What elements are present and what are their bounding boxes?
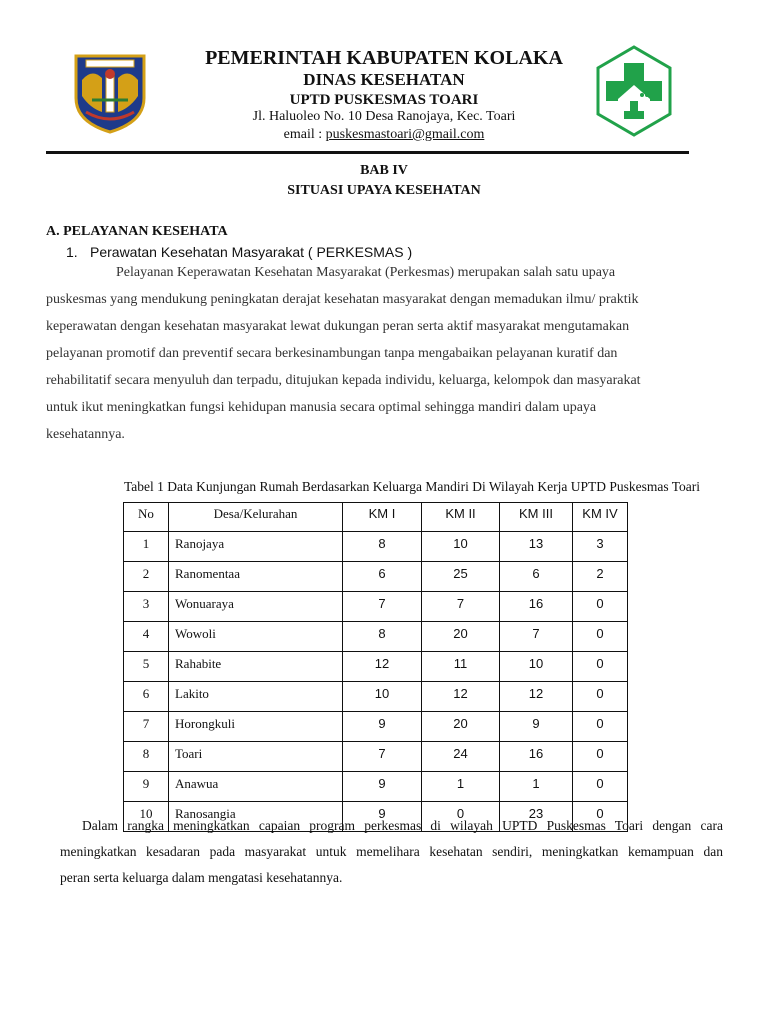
km1-cell: 9 xyxy=(343,772,422,802)
row-number-cell: 3 xyxy=(124,592,169,622)
km3-cell: 6 xyxy=(500,562,573,592)
closing-paragraph xyxy=(60,813,723,891)
village-name-cell: Wonuaraya xyxy=(169,592,343,622)
paragraph-line: keperawatan dengan kesehatan masyarakat lewat dukungan peran serta aktif masyarakat mengutamakan xyxy=(46,319,630,334)
table-row xyxy=(124,712,628,742)
row-number-cell: 8 xyxy=(124,742,169,772)
row-number-cell: 5 xyxy=(124,652,169,682)
km4-cell: 0 xyxy=(573,682,628,712)
table-row xyxy=(124,652,628,682)
chapter-title: SITUASI UPAYA KESEHATAN xyxy=(287,183,481,198)
km2-cell: 12 xyxy=(422,682,500,712)
km1-cell: 8 xyxy=(343,622,422,652)
km2-cell: 20 xyxy=(422,622,500,652)
km1-cell: 8 xyxy=(343,532,422,562)
letterhead-government: PEMERINTAH KABUPATEN KOLAKA xyxy=(205,47,563,69)
km4-cell: 0 xyxy=(573,712,628,742)
km3-cell: 9 xyxy=(500,712,573,742)
km3-cell: 16 xyxy=(500,742,573,772)
letterhead-address: Jl. Haluoleo No. 10 Desa Ranojaya, Kec. Toari xyxy=(252,109,516,124)
paragraph-line: rehabilitatif secara menyuluh dan terpadu, ditujukan kepada individu, keluarga, kelompok dan masyarakat xyxy=(46,373,641,388)
km1-cell: 9 xyxy=(343,712,422,742)
row-number-cell: 4 xyxy=(124,622,169,652)
column-header: KM I xyxy=(343,503,422,532)
table-row xyxy=(124,562,628,592)
km1-cell: 6 xyxy=(343,562,422,592)
km3-cell: 12 xyxy=(500,682,573,712)
letterhead-agency: DINAS KESEHATAN xyxy=(303,70,465,89)
paragraph-line: pelayanan promotif dan preventif secara berkesinambungan tanpa mengabaikan pelayanan kuratif dan xyxy=(46,346,618,361)
column-header: No xyxy=(124,503,169,532)
column-header: KM II xyxy=(422,503,500,532)
letterhead-unit: UPTD PUSKESMAS TOARI xyxy=(289,92,479,108)
km3-cell: 16 xyxy=(500,592,573,622)
km1-cell: 10 xyxy=(343,682,422,712)
table-row xyxy=(124,772,628,802)
chapter-number: BAB IV xyxy=(360,163,408,178)
village-name-cell: Anawua xyxy=(169,772,343,802)
km4-cell: 0 xyxy=(573,592,628,622)
puskesmas-green-cross-icon xyxy=(594,45,674,137)
paragraph-line: Pelayanan Keperawatan Kesehatan Masyarakat (Perkesmas) merupakan salah satu upaya xyxy=(116,265,616,280)
row-number-cell: 9 xyxy=(124,772,169,802)
km2-cell: 7 xyxy=(422,592,500,622)
km3-cell: 13 xyxy=(500,532,573,562)
closing-line: Dalam rangka meningkatkan capaian program perkesmas di wilayah UPTD Puskesmas Toari dengan cara xyxy=(82,818,723,833)
table-caption: Tabel 1 Data Kunjungan Rumah Berdasarkan Keluarga Mandiri Di Wilayah Kerja UPTD Puskesmas Toari xyxy=(124,479,701,494)
table-row xyxy=(124,682,628,712)
km2-cell: 24 xyxy=(422,742,500,772)
km4-cell: 0 xyxy=(573,802,628,832)
subsection-number: 1. xyxy=(66,244,78,260)
letterhead-email-line xyxy=(160,127,608,143)
village-name-cell: Horongkuli xyxy=(169,712,343,742)
home-visit-table xyxy=(123,502,628,832)
table-row xyxy=(124,532,628,562)
village-name-cell: Ranojaya xyxy=(169,532,343,562)
table-row xyxy=(124,742,628,772)
row-number-cell: 7 xyxy=(124,712,169,742)
table-row xyxy=(124,592,628,622)
km2-cell: 11 xyxy=(422,652,500,682)
paragraph-line: untuk ikut meningkatkan fungsi kehidupan manusia secara optimal sehingga mandiri dalam upaya xyxy=(46,400,597,415)
km2-cell: 10 xyxy=(422,532,500,562)
table-body xyxy=(124,532,628,832)
km3-cell: 10 xyxy=(500,652,573,682)
paragraph-line: kesehatannya. xyxy=(46,427,125,442)
village-name-cell: Ranomentaa xyxy=(169,562,343,592)
km3-cell: 23 xyxy=(500,802,573,832)
km4-cell: 0 xyxy=(573,772,628,802)
km4-cell: 3 xyxy=(573,532,628,562)
km4-cell: 0 xyxy=(573,652,628,682)
letterhead-divider xyxy=(46,151,689,154)
row-number-cell: 10 xyxy=(124,802,169,832)
village-name-cell: Toari xyxy=(169,742,343,772)
km2-cell: 1 xyxy=(422,772,500,802)
column-header: Desa/Kelurahan xyxy=(169,503,343,532)
km4-cell: 0 xyxy=(573,742,628,772)
kolaka-regency-emblem-icon xyxy=(72,50,148,134)
village-name-cell: Ranosangia xyxy=(169,802,343,832)
village-name-cell: Lakito xyxy=(169,682,343,712)
email-link[interactable]: puskesmastoari@gmail.com xyxy=(325,127,485,142)
km3-cell: 1 xyxy=(500,772,573,802)
table-row xyxy=(124,622,628,652)
km1-cell: 7 xyxy=(343,742,422,772)
table-header-row xyxy=(124,503,628,532)
km2-cell: 20 xyxy=(422,712,500,742)
km1-cell: 12 xyxy=(343,652,422,682)
subsection-heading xyxy=(66,244,412,260)
km4-cell: 0 xyxy=(573,622,628,652)
km2-cell: 25 xyxy=(422,562,500,592)
closing-line: peran serta keluarga dalam mengatasi kesehatannya. xyxy=(60,870,343,885)
section-heading: A. PELAYANAN KESEHATA xyxy=(46,224,228,239)
email-label: email : xyxy=(283,127,326,142)
closing-line: meningkatkan kesadaran pada masyarakat untuk memelihara kesehatan sendiri, meningkatkan kemampuan dan xyxy=(60,844,723,859)
column-header: KM III xyxy=(500,503,573,532)
km3-cell: 7 xyxy=(500,622,573,652)
km1-cell: 9 xyxy=(343,802,422,832)
km2-cell: 0 xyxy=(422,802,500,832)
village-name-cell: Rahabite xyxy=(169,652,343,682)
row-number-cell: 1 xyxy=(124,532,169,562)
subsection-title: Perawatan Kesehatan Masyarakat ( PERKESMAS ) xyxy=(90,244,413,260)
km4-cell: 2 xyxy=(573,562,628,592)
column-header: KM IV xyxy=(573,503,628,532)
village-name-cell: Wowoli xyxy=(169,622,343,652)
km1-cell: 7 xyxy=(343,592,422,622)
row-number-cell: 6 xyxy=(124,682,169,712)
paragraph-line: puskesmas yang mendukung peningkatan derajat kesehatan masyarakat dengan memadukan ilmu/ praktik xyxy=(46,292,639,307)
row-number-cell: 2 xyxy=(124,562,169,592)
